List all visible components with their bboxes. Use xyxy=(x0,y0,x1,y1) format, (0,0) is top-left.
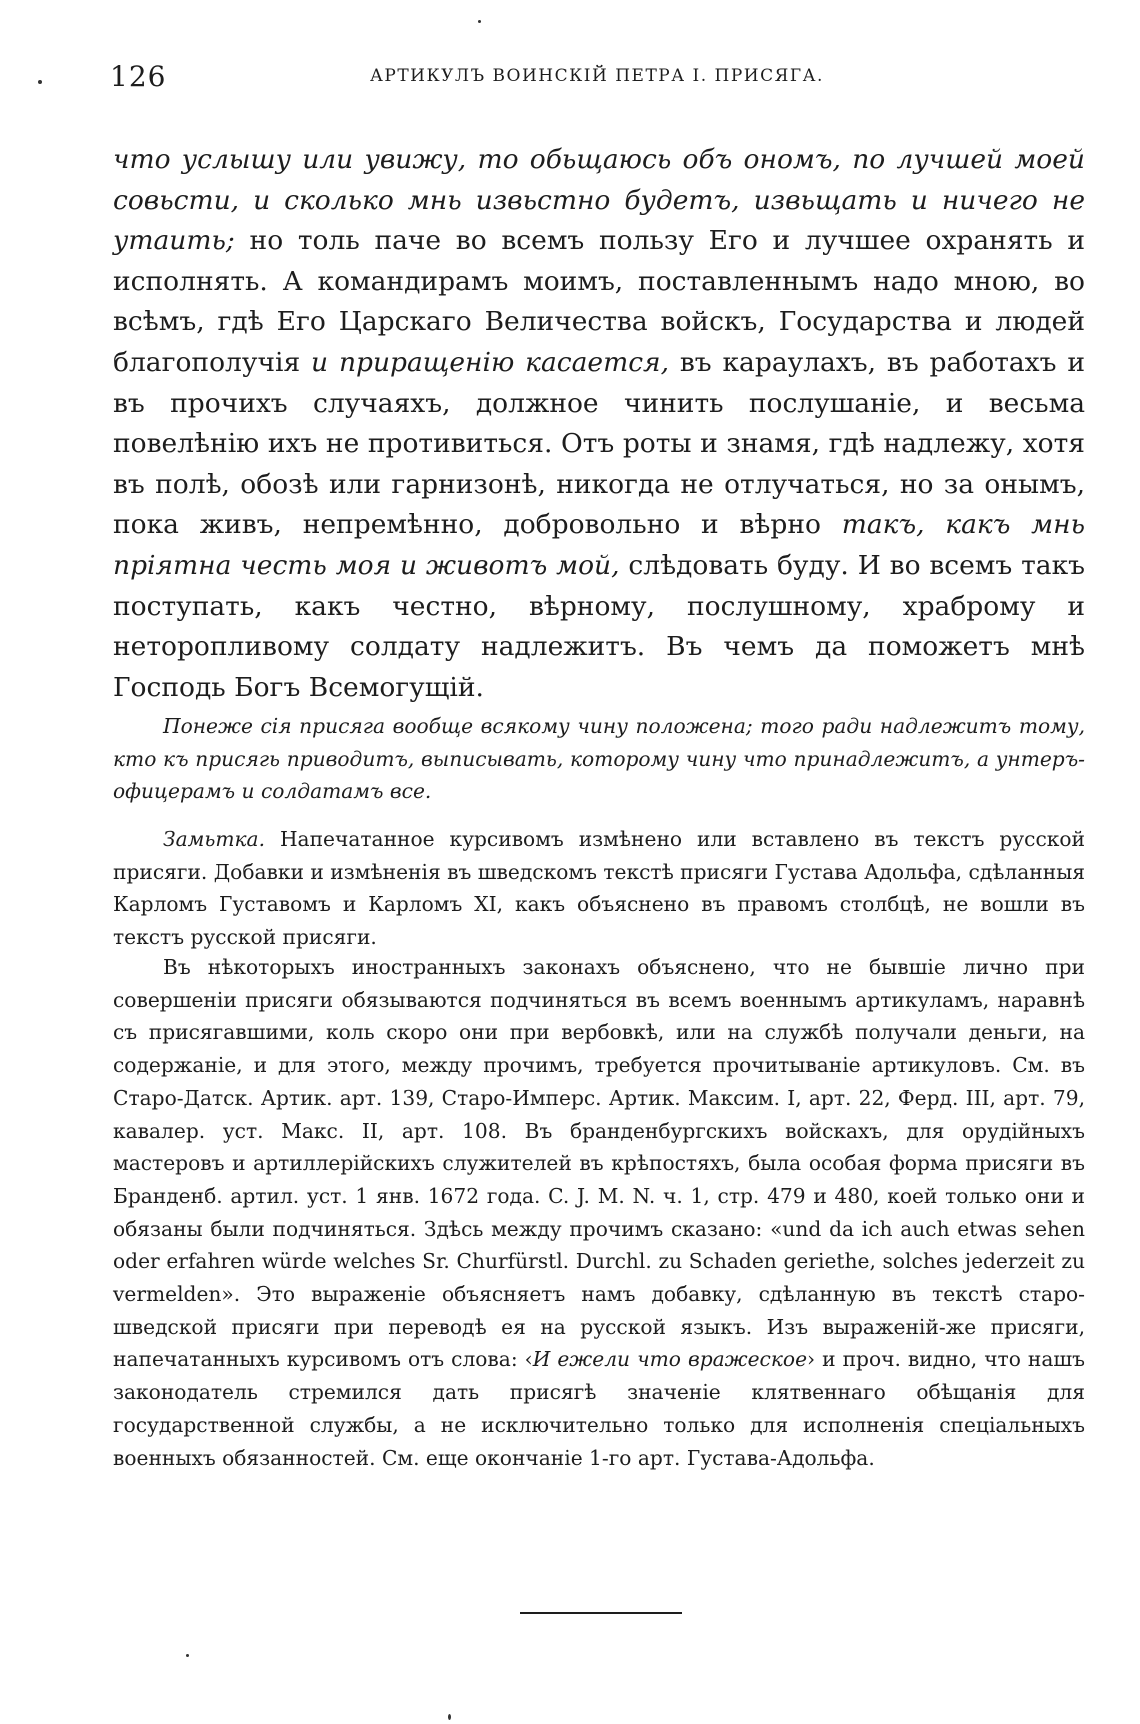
remark-label: Замьтка. xyxy=(163,827,265,851)
oath-italic-3: такъ, какъ мнь пріятна честь моя и животъ мой, xyxy=(113,509,1086,581)
oath-italic-1: что услышу или увижу, то обьщаюсь объ ономъ, по лучшей моей совьсти, и сколько мнь извьстно будетъ, извьщать и ничего не утаить; xyxy=(113,144,1085,257)
remark-text: Напечатанное курсивомъ измѣнено или вставлено въ текстъ русской присяги. Добавки и измѣненія въ шведскомъ текстѣ присяги Густава Адольфа, сдѣланныя Карломъ Густавомъ и Карломъ XI, какъ объяснено въ правомъ столбцѣ, не вошли въ текстъ русской присяги. xyxy=(113,827,1085,949)
print-speck xyxy=(448,1714,451,1720)
commentary-paragraph xyxy=(113,951,1085,1474)
oath-text-1: но толь паче во всемъ пользу Его и лучшее охранять и исполнять. А командирамъ моимъ, поставленнымъ надо мною, во всѣмъ, гдѣ Его Царскаго Величества войскъ, Государства и людей благополучія xyxy=(113,225,1085,378)
print-speck xyxy=(38,80,42,84)
commentary-text-1: Въ нѣкоторыхъ иностранныхъ законахъ объяснено, что не бывшіе лично при совершеніи присяги обязываются подчиняться въ всемъ военнымъ артикуламъ, наравнѣ съ присягавшими, коль скоро они при вербовкѣ, или на службѣ получали деньги, на содержаніе, и для этого, между прочимъ, требуется прочитываніе артикуловъ. См. въ Старо-Датск. Артик. арт. 139, Старо-Имперс. Артик. Максим. I, арт. 22, Ферд. III, арт. 79, кавалер. уст. Макс. II, арт. 108. Въ бранденбургскихъ войскахъ, для орудійныхъ мастеровъ и артиллерійскихъ служителей въ крѣпостяхъ, была особая форма присяги въ Бранденб. артил. уст. 1 янв. 1672 года. C. J. M. N. ч. 1, стр. 479 и 480, коей только они и обязаны были подчиняться. Здѣсь между прочимъ сказано: «und da ich auch etwas sehen oder erfahren würde welches Sr. Churfürstl. Durchl. zu Schaden geriethe, solches jederzeit zu vermelden». Это выраженіе объясняетъ намъ добавку, сдѣланную въ текстѣ старо-шведской присяги при переводѣ ея на русской языкъ. Изъ выраженій-же присяги, напечатанныхъ курсивомъ отъ слова: ‹ xyxy=(113,955,1085,1372)
commentary-text-2: › и проч. видно, что нашъ законодатель стремился дать присягѣ значеніе клятвеннаго обѣщанія для государственной службы, а не исключительно только для исполненія спеціальныхъ военныхъ обязанностей. См. еще окончаніе 1-го арт. Густава-Адольфа. xyxy=(113,1347,1085,1470)
page-number: 126 xyxy=(110,60,167,93)
print-speck xyxy=(478,20,481,23)
closing-rule xyxy=(520,1612,682,1614)
print-speck xyxy=(186,1654,189,1657)
italic-note xyxy=(113,710,1085,808)
oath-text-3: слѣдовать буду. И во всемъ такъ поступать, какъ честно, вѣрному, послушному, храброму и неторопливому солдату надлежитъ. Въ чемъ да поможетъ мнѣ Господь Богъ Всемогущій. xyxy=(113,549,1086,703)
oath-paragraph xyxy=(113,140,1085,708)
remark-paragraph xyxy=(113,823,1085,953)
commentary-italic: И ежели что вражеское xyxy=(532,1347,808,1372)
oath-italic-2: и приращенію касается, xyxy=(311,346,670,378)
oath-text-2: въ караулахъ, въ работахъ и въ прочихъ случаяхъ, должное чинить послушаніе, и весьма повелѣнію ихъ не противиться. Отъ роты и знамя, гдѣ надлежу, хотя въ полѣ, обозѣ или гарнизонѣ, никогда не отлучаться, но за онымъ, пока живъ, непремѣнно, добровольно и вѣрно xyxy=(113,346,1085,541)
running-title: АРТИКУЛЪ ВОИНСКІЙ ПЕТРА I. ПРИСЯГА. xyxy=(370,66,824,86)
italic-note-text: Понеже сія присяга вообще всякому чину положена; того ради надлежитъ тому, кто къ присягь приводитъ, выписывать, которому чину что принадлежитъ, а унтеръ-офицерамъ и солдатамъ все. xyxy=(113,714,1085,803)
